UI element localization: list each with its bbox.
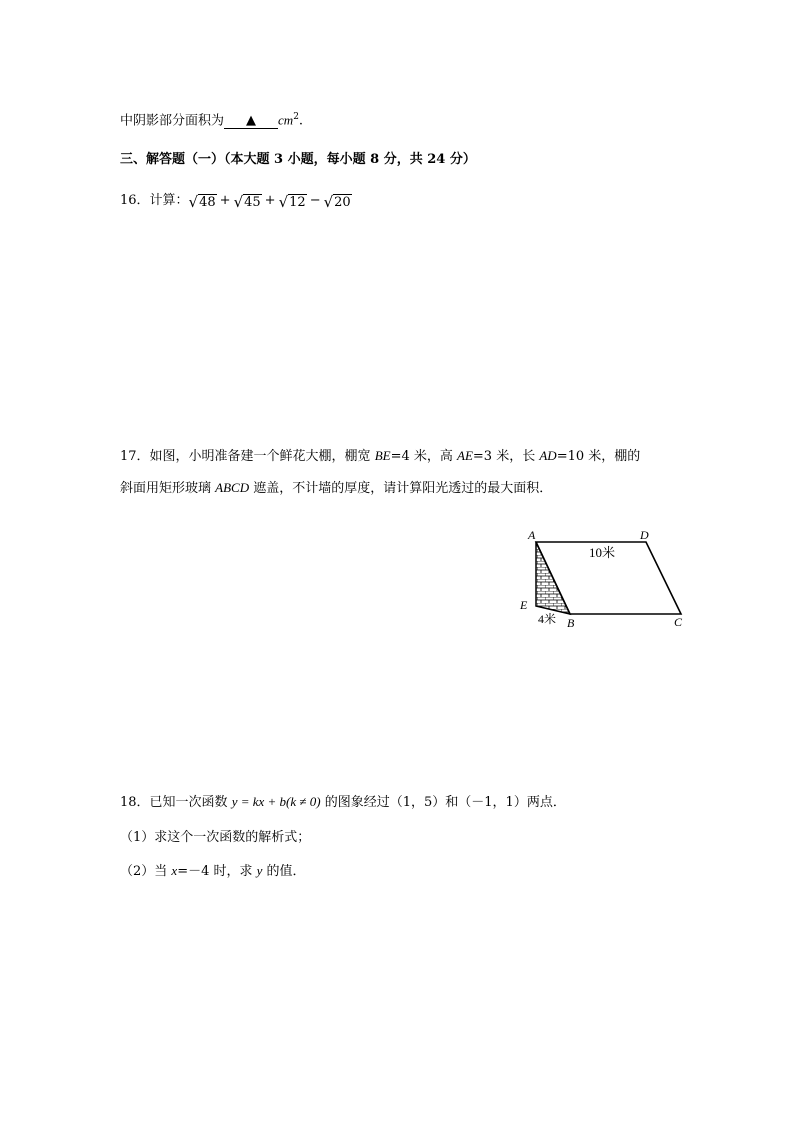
sqrt-term-3: √ 12 bbox=[278, 193, 306, 211]
q18-line-1 bbox=[120, 793, 566, 812]
q17-text-1d: =10 米，棚的 bbox=[556, 449, 641, 464]
greenhouse-figure bbox=[505, 525, 705, 635]
q18-text-1a: 18．已知一次函数 bbox=[120, 795, 232, 810]
q18-part-1: （1）求这个一次函数的解析式； bbox=[120, 830, 311, 845]
section-heading: 三、解答题（一）（本大题 3 小题，每小题 8 分，共 24 分） bbox=[120, 152, 476, 167]
q17-text-2a: 斜面用矩形玻璃 bbox=[120, 481, 216, 496]
q18-var-x: x bbox=[171, 863, 178, 878]
blank-triangle-icon: ▲ bbox=[246, 113, 257, 129]
q18-text-1b: 的图象经过（1，5）和（－1，1）两点． bbox=[320, 795, 566, 810]
q18-text-2b: =－4 时，求 bbox=[177, 864, 257, 879]
q18-var-y: y bbox=[256, 863, 263, 878]
sqrt-term-4: √ 20 bbox=[323, 193, 351, 211]
q17-line-1 bbox=[120, 447, 640, 466]
label-d: D bbox=[640, 528, 649, 542]
operator-2: + bbox=[264, 193, 276, 208]
q17-be: BE bbox=[374, 448, 391, 463]
q18-part-2 bbox=[120, 862, 306, 881]
q17-text-1c: =3 米，长 bbox=[472, 449, 540, 464]
unit-power: 2 bbox=[293, 112, 299, 122]
length-label: 10米 bbox=[589, 545, 616, 560]
q18-formula: y = kx + b(k ≠ 0) bbox=[231, 794, 321, 809]
q15-tail-line bbox=[120, 108, 303, 130]
q16-number: 16．计算： bbox=[120, 193, 189, 208]
q18-text-2a: （2）当 bbox=[120, 864, 172, 879]
q17-ad: AD bbox=[539, 448, 557, 463]
radicand-4: 20 bbox=[334, 195, 351, 210]
width-label: 4米 bbox=[538, 612, 557, 626]
sqrt-term-1: √ 48 bbox=[188, 193, 216, 211]
q17-text-1b: =4 米，高 bbox=[390, 449, 458, 464]
sqrt-term-2: √ 45 bbox=[233, 193, 261, 211]
q17-text-1a: 17．如图，小明准备建一个鲜花大棚，棚宽 bbox=[120, 449, 375, 464]
operator-1: + bbox=[219, 193, 231, 208]
label-b: B bbox=[567, 616, 575, 630]
q15-tail-text: 中阴影部分面积为 bbox=[120, 113, 225, 129]
q17-line-2 bbox=[120, 479, 552, 498]
radicand-2: 45 bbox=[244, 195, 261, 210]
radicand-3: 12 bbox=[289, 195, 306, 210]
answer-blank bbox=[224, 114, 278, 129]
radicand-1: 48 bbox=[199, 195, 216, 210]
q15-period: . bbox=[298, 113, 304, 129]
operator-3: − bbox=[309, 193, 321, 208]
label-c: C bbox=[674, 615, 683, 629]
q16-line bbox=[120, 192, 352, 210]
q17-text-2b: 遮盖，不计墙的厚度，请计算阳光透过的最大面积． bbox=[249, 481, 553, 496]
q17-abcd: ABCD bbox=[215, 480, 250, 495]
label-e: E bbox=[520, 598, 528, 612]
q18-text-2c: 的值． bbox=[262, 864, 306, 879]
label-a: A bbox=[528, 528, 536, 542]
unit-cm: cm bbox=[278, 112, 294, 128]
q17-ae: AE bbox=[457, 448, 473, 463]
